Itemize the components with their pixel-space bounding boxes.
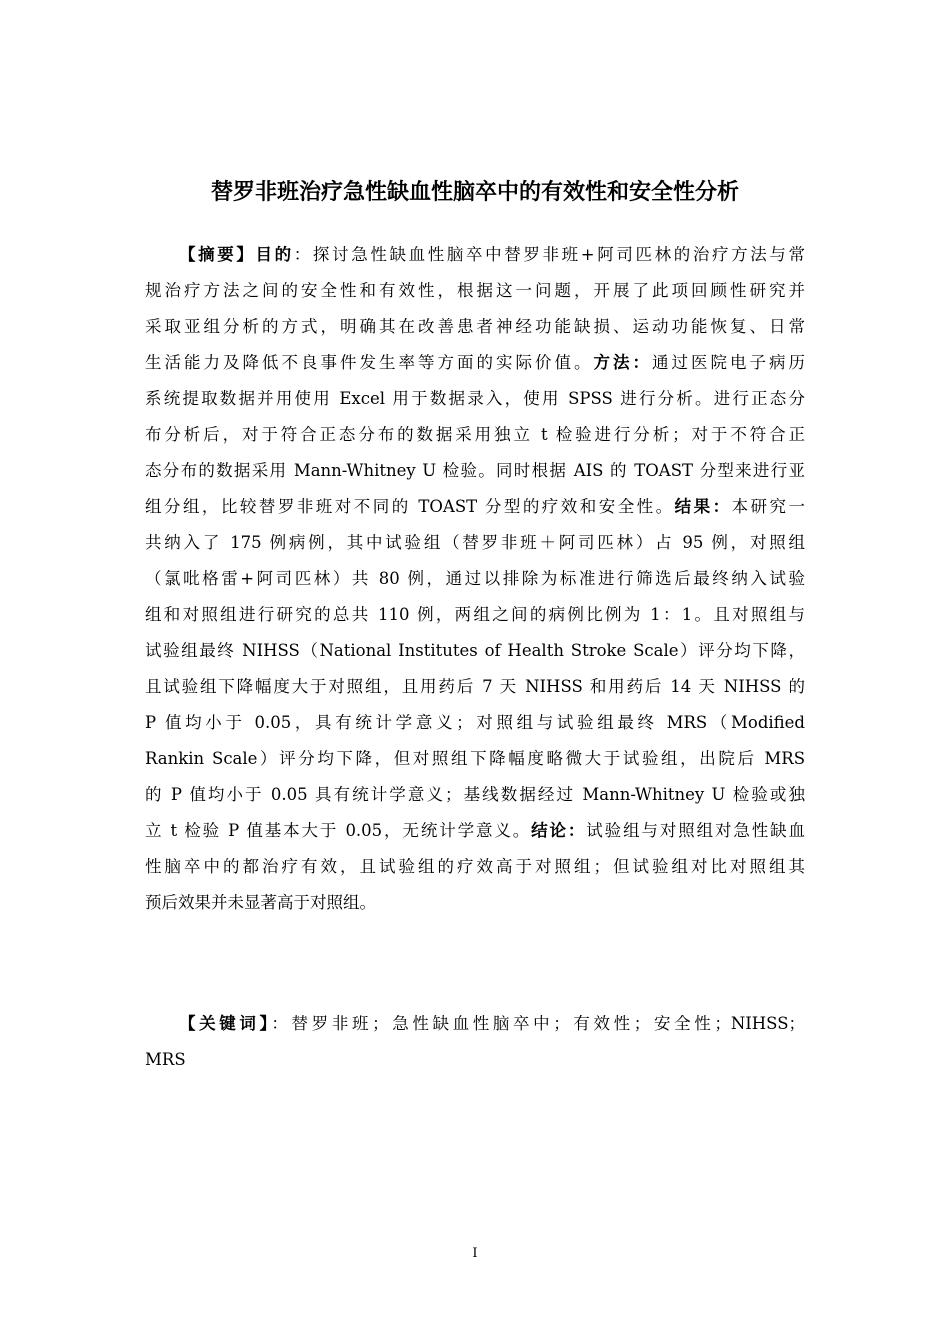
result-label: 结果： [674, 497, 732, 516]
abstract-line: 预后效果并未显著高于对照组。 [145, 893, 376, 912]
document-title: 替罗非班治疗急性缺血性脑卒中的有效性和安全性分析 [210, 180, 739, 205]
abstract-line: 布分析后，对于符合正态分布的数据采用独立 t 检验进行分析；对于不符合正 [145, 425, 805, 444]
abstract-text: 试验组与对照组对急性缺血 [586, 821, 806, 840]
abstract-text: 本研究一 [731, 497, 806, 516]
abstract-line [145, 489, 805, 525]
abstract-line: Rankin Scale）评分均下降，但对照组下降幅度略微大于试验组，出院后 MRS [145, 749, 805, 768]
abstract-line [145, 345, 805, 381]
keywords-text: ：替罗非班；急性缺血性脑卒中；有效性；安全性；NIHSS； [271, 1014, 805, 1033]
abstract-label: 【摘要】 [179, 245, 256, 264]
abstract-text: 通过医院电子病历 [652, 353, 805, 372]
abstract-text: 组分组，比较替罗非班对不同的 TOAST 分型的疗效和安全性。 [145, 497, 675, 516]
abstract-line: 共纳入了 175 例病例，其中试验组（替罗非班＋阿司匹林）占 95 例，对照组 [145, 533, 805, 552]
abstract-section [145, 237, 805, 921]
aim-label: 目的 [255, 245, 294, 264]
keywords-line [145, 1006, 805, 1042]
abstract-line: 性脑卒中的都治疗有效，且试验组的疗效高于对照组；但试验组对比对照组其 [145, 857, 805, 876]
abstract-line: 态分布的数据采用 Mann-Whitney U 检验。同时根据 AIS 的 TOAST 分型来进行亚 [145, 461, 805, 480]
abstract-line: （氯吡格雷+阿司匹林）共 80 例，通过以排除为标准进行筛选后最终纳入试验 [145, 569, 805, 588]
abstract-line [145, 237, 805, 273]
abstract-line: 采取亚组分析的方式，明确其在改善患者神经功能缺损、运动功能恢复、日常 [145, 317, 805, 336]
keywords-label: 【关键词】 [179, 1014, 272, 1033]
abstract-line: 规治疗方法之间的安全性和有效性，根据这一问题，开展了此项回顾性研究并 [145, 281, 805, 300]
keywords-line: MRS [145, 1050, 186, 1069]
abstract-text: ：探讨急性缺血性脑卒中替罗非班+阿司匹林的治疗方法与常 [293, 245, 806, 264]
abstract-line: 试验组最终 NIHSS（National Institutes of Health Stroke Scale）评分均下降， [145, 641, 805, 660]
abstract-line [145, 813, 805, 849]
conclusion-label: 结论： [531, 821, 587, 840]
abstract-line: 组和对照组进行研究的总共 110 例，两组之间的病例比例为 1：1。且对照组与 [145, 605, 805, 624]
abstract-line: 系统提取数据并用使用 Excel 用于数据录入，使用 SPSS 进行分析。进行正态分 [145, 389, 805, 408]
page-number: I [472, 1246, 478, 1261]
keywords-section [145, 1006, 805, 1078]
abstract-line: 的 P 值均小于 0.05 具有统计学意义；基线数据经过 Mann-Whitney U 检验或独 [145, 785, 805, 804]
abstract-line: P 值均小于 0.05，具有统计学意义；对照组与试验组最终 MRS（Modified [145, 713, 805, 732]
abstract-text: 生活能力及降低不良事件发生率等方面的实际价值。 [145, 353, 594, 372]
method-label: 方法： [593, 353, 652, 372]
abstract-line: 且试验组下降幅度大于对照组，且用药后 7 天 NIHSS 和用药后 14 天 NIHSS 的 [145, 677, 805, 696]
abstract-text: 立 t 检验 P 值基本大于 0.05，无统计学意义。 [145, 821, 532, 840]
